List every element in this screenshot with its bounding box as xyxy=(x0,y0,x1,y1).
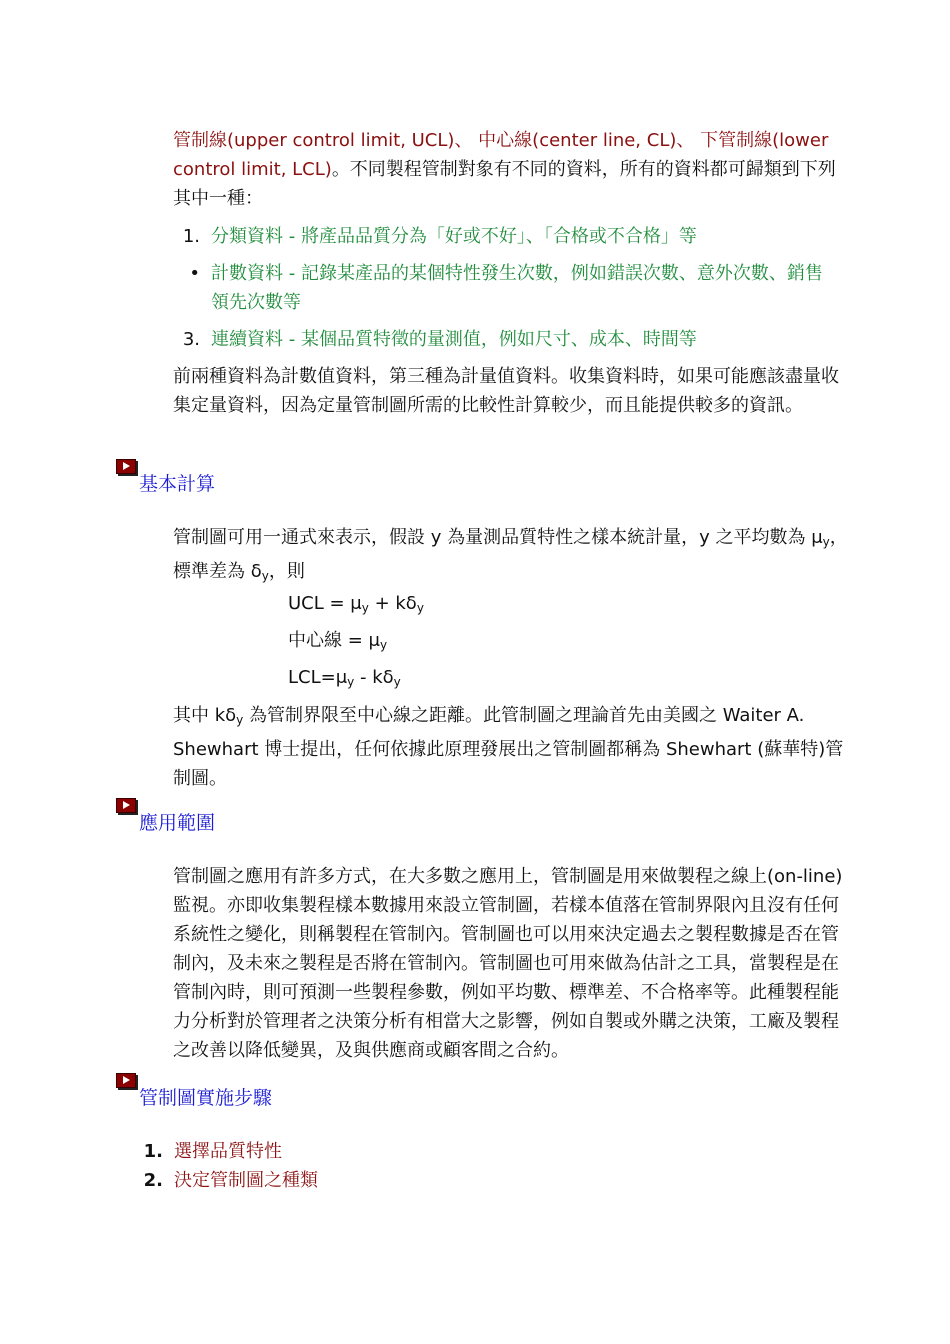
section-title: 管制圖實施步驟 xyxy=(139,1087,273,1109)
step-number: 1. xyxy=(143,1141,163,1162)
ucl-term: 管制線(upper control limit, UCL) xyxy=(173,130,455,151)
formula-cl xyxy=(288,626,387,660)
section-title: 應用範圍 xyxy=(139,812,216,834)
intro-paragraph xyxy=(173,126,853,213)
cl-term: 中心線(center line, CL) xyxy=(478,130,677,151)
subscript: y xyxy=(416,601,424,615)
text-run: ，標準差為 δ xyxy=(173,527,848,582)
text-run: 中心線 = μ xyxy=(288,630,380,651)
basic-paragraph-1 xyxy=(173,523,853,591)
subscript: y xyxy=(236,713,244,727)
intro-rest: 。不同製程管制對象有不同的資料，所有的資料都可歸類到下列其中一種： xyxy=(173,159,836,209)
separator: 、 xyxy=(454,130,473,151)
subscript: y xyxy=(393,675,401,689)
text-run: - kδ xyxy=(354,667,394,688)
subscript: y xyxy=(261,569,269,583)
list-item-text: 連續資料 - 某個品質特徵的量測值，例如尺寸、成本、時間等 xyxy=(211,329,697,350)
play-arrow-icon xyxy=(116,1073,136,1088)
data-collection-paragraph: 前兩種資料為計數值資料，第三種為計量值資料。收集資料時，如果可能應該盡量收集定量資料，因為定量管制圖所需的比較性計算較少，而且能提供較多的資訊。 xyxy=(173,366,839,416)
subscript: y xyxy=(822,535,830,549)
text-run: 為管制界限至中心線之距離。此管制圖之理論首先由美國之 Waiter A. Shewhart 博士提出，任何依據此原理發展出之管制圖都稱為 Shewhart (蘇華特)管制圖。 xyxy=(173,705,844,789)
text-run: ，則 xyxy=(268,561,305,582)
lcl-term: 下管制線(lower control limit, LCL) xyxy=(173,130,829,180)
text-run: 其中 kδ xyxy=(173,705,237,726)
list-marker: 1. xyxy=(182,226,200,247)
subscript: y xyxy=(379,638,388,652)
list-marker: 3. xyxy=(182,329,200,350)
list-marker: • xyxy=(189,263,200,284)
formula-ucl xyxy=(288,589,424,623)
application-paragraph: 管制圖之應用有許多方式，在大多數之應用上，管制圖是用來做製程之線上(on-line)監視。亦即收集製程樣本數據用來設立管制圖，若樣本值落在管制界限內且沒有任何系統性之變化，則稱製程在管制內。管制圖也可以用來決定過去之製程數據是否在管制內，及未來之製程是否將在管制內。管制圖也可用來做為估計之工具，當製程是在管制內時，則可預測一些製程參數，例如平均數、標準差、不合格率等。此種製程能力分析對於管理者之決策分析有相當大之影響，例如自製或外購之決策，工廠及製程之改善以降低變異，及與供應商或顧客間之合約。 xyxy=(173,866,843,1061)
step-text: 選擇品質特性 xyxy=(174,1141,282,1162)
subscript: y xyxy=(347,675,355,689)
play-arrow-icon xyxy=(116,798,136,813)
step-text: 決定管制圖之種類 xyxy=(174,1170,318,1191)
play-arrow-icon xyxy=(116,459,136,474)
text-run: 管制圖可用一通式來表示，假設 y 為量測品質特性之樣本統計量，y 之平均數為 μ xyxy=(173,527,823,548)
list-item-text: 分類資料 - 將產品品質分為「好或不好」、「合格或不合格」等 xyxy=(211,226,697,247)
text-run: + kδ xyxy=(368,593,417,614)
separator: 、 xyxy=(676,130,695,151)
text-run: UCL = μ xyxy=(288,593,362,614)
subscript: y xyxy=(361,601,369,615)
text-run: LCL=μ xyxy=(288,667,348,688)
list-item-text: 計數資料 - 記錄某產品的某個特性發生次數，例如錯誤次數、意外次數、銷售領先次數等 xyxy=(211,263,823,313)
section-title: 基本計算 xyxy=(139,473,216,495)
basic-paragraph-2 xyxy=(173,701,853,793)
formula-lcl xyxy=(288,663,401,697)
step-number: 2. xyxy=(143,1170,163,1191)
